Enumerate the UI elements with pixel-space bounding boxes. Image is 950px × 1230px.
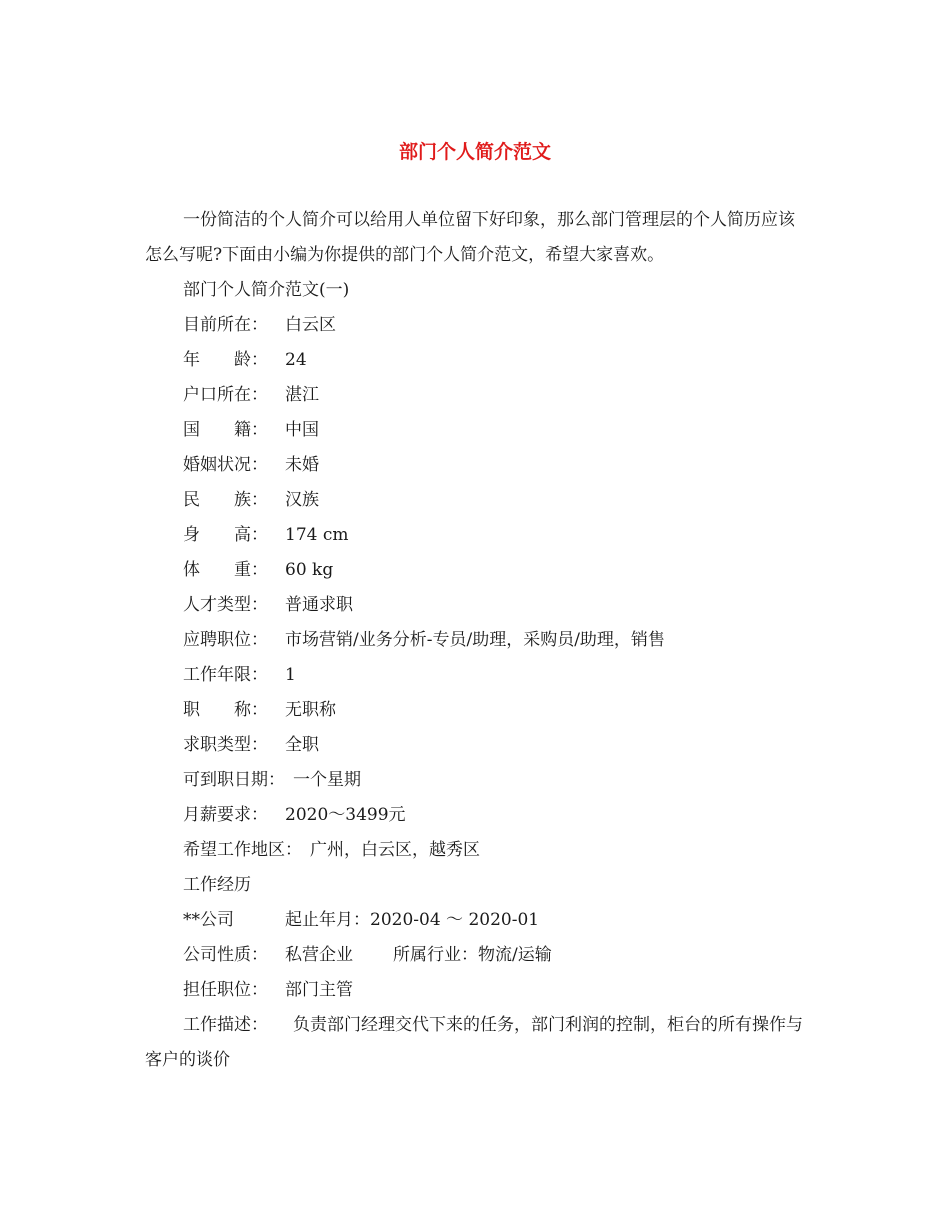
field-label: 应聘职位： — [183, 630, 268, 650]
desc-label: 工作描述： — [183, 1015, 268, 1035]
nature-label: 公司性质： — [183, 945, 268, 965]
field-label: 户口所在： — [183, 385, 268, 405]
position-label: 担任职位： — [183, 980, 268, 1000]
work-heading: 工作经历 — [183, 875, 251, 895]
field-row — [145, 553, 810, 588]
field-value: 广州，白云区，越秀区 — [310, 840, 480, 860]
field-value: 1 — [285, 665, 296, 685]
field-label: 民 族： — [183, 490, 268, 510]
field-row — [145, 413, 810, 448]
field-label: 求职类型： — [183, 735, 268, 755]
field-label: 人才类型： — [183, 595, 268, 615]
field-label: 月薪要求： — [183, 805, 268, 825]
field-label: 国 籍： — [183, 420, 268, 440]
field-row — [145, 343, 810, 378]
field-value: 无职称 — [285, 700, 336, 720]
field-label: 职 称： — [183, 700, 268, 720]
field-value: 60 kg — [285, 560, 334, 580]
field-value: 汉族 — [285, 490, 319, 510]
field-label: 身 高： — [183, 525, 268, 545]
nature-value: 私营企业 — [285, 945, 353, 965]
field-row — [145, 483, 810, 518]
field-label: 工作年限： — [183, 665, 268, 685]
field-value: 全职 — [285, 735, 319, 755]
field-row — [145, 798, 810, 833]
field-value: 一个星期 — [293, 770, 361, 790]
field-value: 174 cm — [285, 525, 349, 545]
description-paragraph — [145, 1008, 810, 1078]
field-row — [145, 588, 810, 623]
profile-fields — [145, 308, 810, 868]
industry-label: 所属行业： — [393, 945, 478, 965]
field-label: 可到职日期： — [183, 770, 285, 790]
field-value: 2020～3499元 — [285, 805, 406, 825]
field-value: 市场营销/业务分析-专员/助理，采购员/助理，销售 — [285, 630, 665, 650]
field-value: 普通求职 — [285, 595, 353, 615]
field-row — [145, 693, 810, 728]
field-row — [145, 833, 810, 868]
intro-paragraph: 一份简洁的个人简介可以给用人单位留下好印象，那么部门管理层的个人简历应该怎么写呢?下面由小编为你提供的部门个人简介范文，希望大家喜欢。 — [145, 210, 795, 265]
company-row — [145, 903, 810, 938]
field-value: 白云区 — [285, 315, 336, 335]
company-nature-row — [145, 938, 810, 973]
field-value: 湛江 — [285, 385, 319, 405]
desc-value: 负责部门经理交代下来的任务，部门利润的控制，柜台的所有操作与客户的谈价 — [145, 1015, 803, 1070]
field-row — [145, 308, 810, 343]
field-label: 体 重： — [183, 560, 268, 580]
field-label: 目前所在： — [183, 315, 268, 335]
section-heading: 部门个人简介范文(一) — [183, 280, 350, 300]
field-row — [145, 728, 810, 763]
field-label: 希望工作地区： — [183, 840, 302, 860]
field-label: 婚姻状况： — [183, 455, 268, 475]
document-body — [145, 203, 810, 1078]
industry-value: 物流/运输 — [478, 945, 552, 965]
period-label: 起止年月： — [285, 910, 370, 930]
field-label: 年 龄： — [183, 350, 268, 370]
position-row — [145, 973, 810, 1008]
field-row — [145, 763, 810, 798]
field-value: 中国 — [285, 420, 319, 440]
field-row — [145, 658, 810, 693]
company-name: **公司 — [183, 910, 234, 930]
field-value: 未婚 — [285, 455, 319, 475]
field-row — [145, 623, 810, 658]
period-value: 2020-04 ～ 2020-01 — [370, 910, 540, 930]
field-row — [145, 378, 810, 413]
document-title: 部门个人简介范文 — [398, 141, 551, 163]
field-value: 24 — [285, 350, 307, 370]
field-row — [145, 518, 810, 553]
position-value: 部门主管 — [285, 980, 353, 1000]
field-row — [145, 448, 810, 483]
